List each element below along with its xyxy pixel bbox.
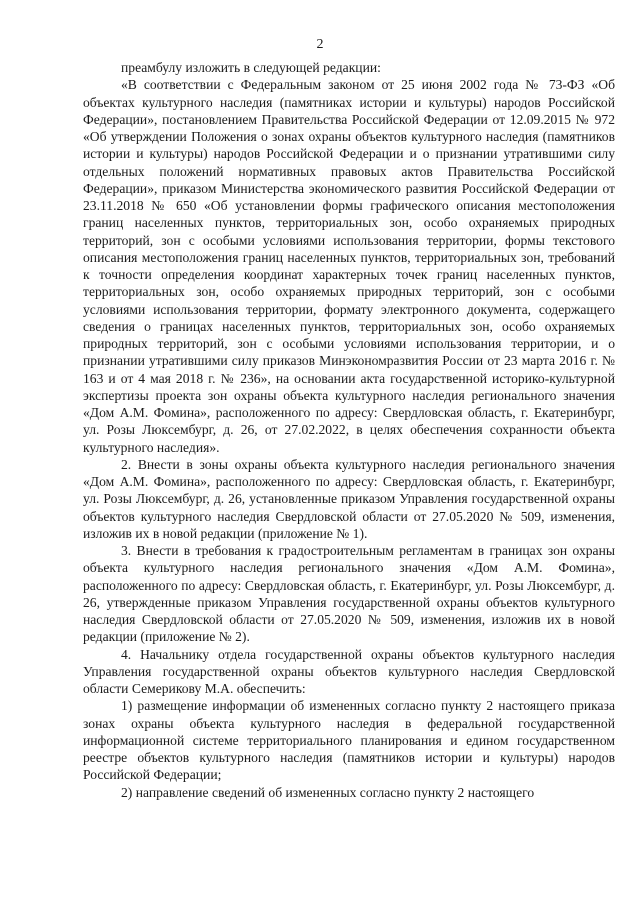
page-number: 2 bbox=[316, 37, 324, 52]
paragraph-item-2: 2. Внести в зоны охраны объекта культурного наследия регионального значения «Дом А.М. Фомина», расположенного по адресу: Свердловская область, г. Екатеринбург, ул. Розы Люксембург, д. 26, установленные приказом Управления государственной охраны объектов культурного наследия Свердловской области от 27.05.2020 № 509, изменения, изложив их в новой редакции (приложение № 1). bbox=[83, 456, 615, 541]
paragraph-item-3: 3. Внести в требования к градостроительным регламентам в границах зон охраны объекта культурного наследия регионального значения «Дом А.М. Фомина», расположенного по адресу: Свердловская область, г. Екатеринбург, ул. Розы Люксембург, д. 26, утвержденные приказом Управления государственной охраны объектов культурного наследия Свердловской области от 27.05.2020 № 509, изменения, изложив их в новой редакции (приложение № 2). bbox=[83, 543, 615, 645]
document-body bbox=[83, 59, 615, 801]
paragraph-subitem-1: 1) размещение информации об измененных согласно пункту 2 настоящего приказа зонах охраны объекта культурного наследия в федеральной государственной информационной системе территориального планирования и едином государственном реестре объектов культурного наследия (памятников истории и культуры) народов Российской Федерации; bbox=[83, 698, 615, 783]
paragraph-subitem-2: 2) направление сведений об измененных согласно пункту 2 настоящего bbox=[121, 784, 535, 800]
paragraph-preamble-intro: преамбулу изложить в следующей редакции: bbox=[121, 60, 381, 75]
paragraph-preamble-text: «В соответствии с Федеральным законом от 25 июня 2002 года № 73-ФЗ «Об объектах культурного наследия (памятниках истории и культуры) народов Российской Федерации», постановлением Правительства Российской Федерации от 12.09.2015 № 972 «Об утверждении Положения о зонах охраны объектов культурного наследия (памятников истории и культуры) народов Российской Федерации и о признании утратившими силу отдельных положений нормативных правовых актов Правительства Российской Федерации», приказом Министерства экономического развития Российской Федерации от 23.11.2018 № 650 «Об установлении формы графического описания местоположения границ населенных пунктов, территориальных зон, особо охраняемых природных территорий, зон с особыми условиями использования территории, формы текстового описания местоположения границ населенных пунктов, территориальных зон, требований к точности определения координат характерных точек границ населенных пунктов, территориальных зон, особо охраняемых природных территорий, зон с особыми условиями использования территории, формату электронного документа, содержащего сведения о границах населенных пунктов, территориальных зон, особо охраняемых природных территорий, зон с особыми условиями использования территории, и о признании утратившими силу приказов Минэкономразвития России от 23 марта 2016 г. № 163 и от 4 мая 2018 г. № 236», на основании акта государственной историко-культурной экспертизы проекта зон охраны объекта культурного наследия регионального значения «Дом А.М. Фомина», расположенного по адресу: Свердловская область, г. Екатеринбург, ул. Розы Люксембург, д. 26, от 27.02.2022, в целях обеспечения сохранности объекта культурного наследия». bbox=[83, 77, 615, 455]
paragraph-item-4: 4. Начальнику отдела государственной охраны объектов культурного наследия Управления государственной охраны объектов культурного наследия Свердловской области Семерикову М.А. обеспечить: bbox=[83, 646, 615, 696]
